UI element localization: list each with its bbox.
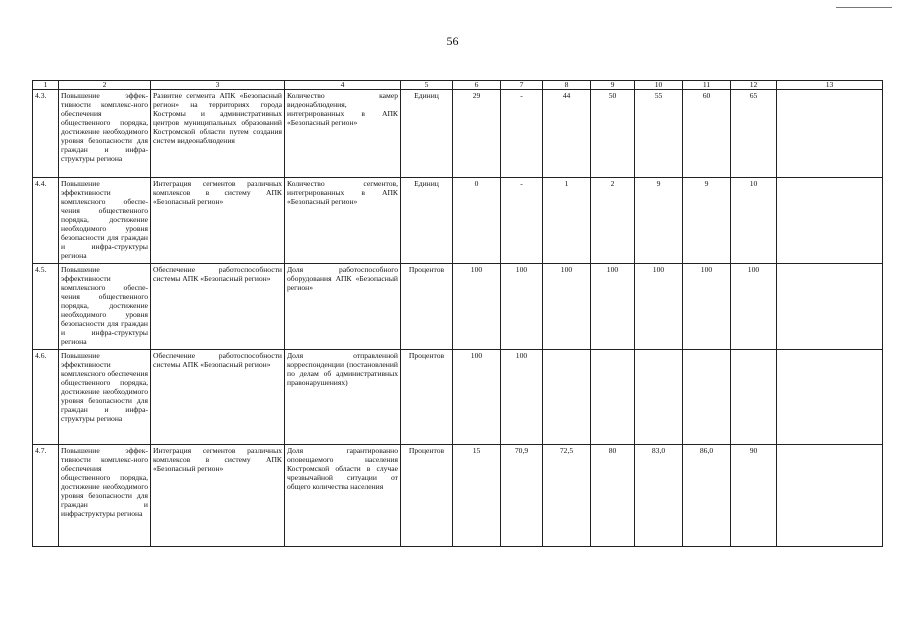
value-cell: - [501, 178, 543, 264]
value-cell: 100 [591, 264, 635, 350]
value-cell: 65 [731, 90, 777, 178]
value-cell: 100 [501, 264, 543, 350]
goal-cell: Повышение эффективности комплексного обеспечения общественного порядка, достижение необходимого уровня безопасности для граждан и инфра-структуры региона [59, 350, 151, 445]
value-cell: 44 [543, 90, 591, 178]
task-cell: Обеспечение работоспособности системы АПК «Безопасный регион» [151, 264, 285, 350]
value-cell [777, 445, 883, 547]
value-cell: 60 [683, 90, 731, 178]
column-number: 6 [453, 81, 501, 90]
indicator-cell: Доля отправленной корреспонденции (постановлений по делам об административных правонарушениях) [285, 350, 401, 445]
value-cell: 100 [543, 264, 591, 350]
row-number: 4.6. [33, 350, 59, 445]
row-number: 4.7. [33, 445, 59, 547]
indicator-cell: Доля работоспособного оборудования АПК «Безопасный регион» [285, 264, 401, 350]
indicator-cell: Доля гарантированно оповещаемого населения Костромской области в случае чрезвычайной ситуации от общего количества населения [285, 445, 401, 547]
goal-cell: Повышение эффек-тивности комплекс-ного обеспечения общественного порядка, достижение необходимого уровня безопасности для граждан и инфра-структуры региона [59, 90, 151, 178]
column-number: 11 [683, 81, 731, 90]
table-row [33, 90, 883, 178]
value-cell: 100 [453, 264, 501, 350]
value-cell [591, 350, 635, 445]
column-number: 9 [591, 81, 635, 90]
task-cell: Интеграция сегментов различных комплексов в систему АПК «Безопасный регион» [151, 178, 285, 264]
column-number: 4 [285, 81, 401, 90]
page-number: 56 [446, 34, 459, 48]
goal-cell: Повышение эффек-тивности комплекс-ного обеспечения общественного порядка, достижение необходимого уровня безопасности для граждан и инфраструктуры региона [59, 445, 151, 547]
column-number: 8 [543, 81, 591, 90]
value-cell: 100 [731, 264, 777, 350]
column-number: 12 [731, 81, 777, 90]
column-number: 3 [151, 81, 285, 90]
value-cell: 80 [591, 445, 635, 547]
value-cell: 100 [635, 264, 683, 350]
value-cell: 15 [453, 445, 501, 547]
indicators-table [32, 80, 883, 547]
value-cell: 29 [453, 90, 501, 178]
goal-cell: Повышение эффективности комплексного обеспе-чения общественного порядка, достижение необходимого уровня безопасности для граждан и инфра-структуры региона [59, 178, 151, 264]
value-cell [777, 264, 883, 350]
column-number: 13 [777, 81, 883, 90]
table-row [33, 178, 883, 264]
value-cell: 50 [591, 90, 635, 178]
value-cell: 100 [501, 350, 543, 445]
value-cell: 86,0 [683, 445, 731, 547]
column-number: 5 [401, 81, 453, 90]
task-cell: Развитие сегмента АПК «Безопасный регион» на территориях города Костромы и административных центров муниципальных образований Костромской области путем создания систем видеонаблюдения [151, 90, 285, 178]
task-cell: Интеграция сегментов различных комплексов в систему АПК «Безопасный регион» [151, 445, 285, 547]
row-number: 4.3. [33, 90, 59, 178]
value-cell: 0 [453, 178, 501, 264]
table-row [33, 350, 883, 445]
unit-cell: Процентов [401, 264, 453, 350]
value-cell: 100 [453, 350, 501, 445]
value-cell: 2 [591, 178, 635, 264]
row-number: 4.4. [33, 178, 59, 264]
value-cell [635, 350, 683, 445]
value-cell: 83,0 [635, 445, 683, 547]
value-cell [777, 90, 883, 178]
indicator-cell: Количество сегментов, интегрированных в АПК «Безопасный регион» [285, 178, 401, 264]
indicator-cell: Количество камер видеонаблюдения, интегрированных в АПК «Безопасный регион» [285, 90, 401, 178]
value-cell [543, 350, 591, 445]
unit-cell: Единиц [401, 178, 453, 264]
column-number: 1 [33, 81, 59, 90]
task-cell: Обеспечение работоспособности системы АПК «Безопасный регион» [151, 350, 285, 445]
value-cell: - [501, 90, 543, 178]
corner-rule [836, 7, 892, 8]
column-number: 7 [501, 81, 543, 90]
value-cell: 9 [635, 178, 683, 264]
unit-cell: Единиц [401, 90, 453, 178]
value-cell: 55 [635, 90, 683, 178]
value-cell: 9 [683, 178, 731, 264]
column-number: 2 [59, 81, 151, 90]
value-cell [777, 178, 883, 264]
value-cell: 10 [731, 178, 777, 264]
value-cell: 90 [731, 445, 777, 547]
value-cell: 1 [543, 178, 591, 264]
table-row [33, 264, 883, 350]
value-cell [683, 350, 731, 445]
table-row [33, 445, 883, 547]
row-number: 4.5. [33, 264, 59, 350]
value-cell [777, 350, 883, 445]
goal-cell: Повышение эффективности комплексного обеспе-чения общественного порядка, достижение необходимого уровня безопасности для граждан и инфра-структуры региона [59, 264, 151, 350]
column-number: 10 [635, 81, 683, 90]
value-cell: 100 [683, 264, 731, 350]
unit-cell: Процентов [401, 445, 453, 547]
value-cell: 70,9 [501, 445, 543, 547]
unit-cell: Процентов [401, 350, 453, 445]
value-cell: 72,5 [543, 445, 591, 547]
value-cell [731, 350, 777, 445]
table-header-row [33, 81, 883, 90]
